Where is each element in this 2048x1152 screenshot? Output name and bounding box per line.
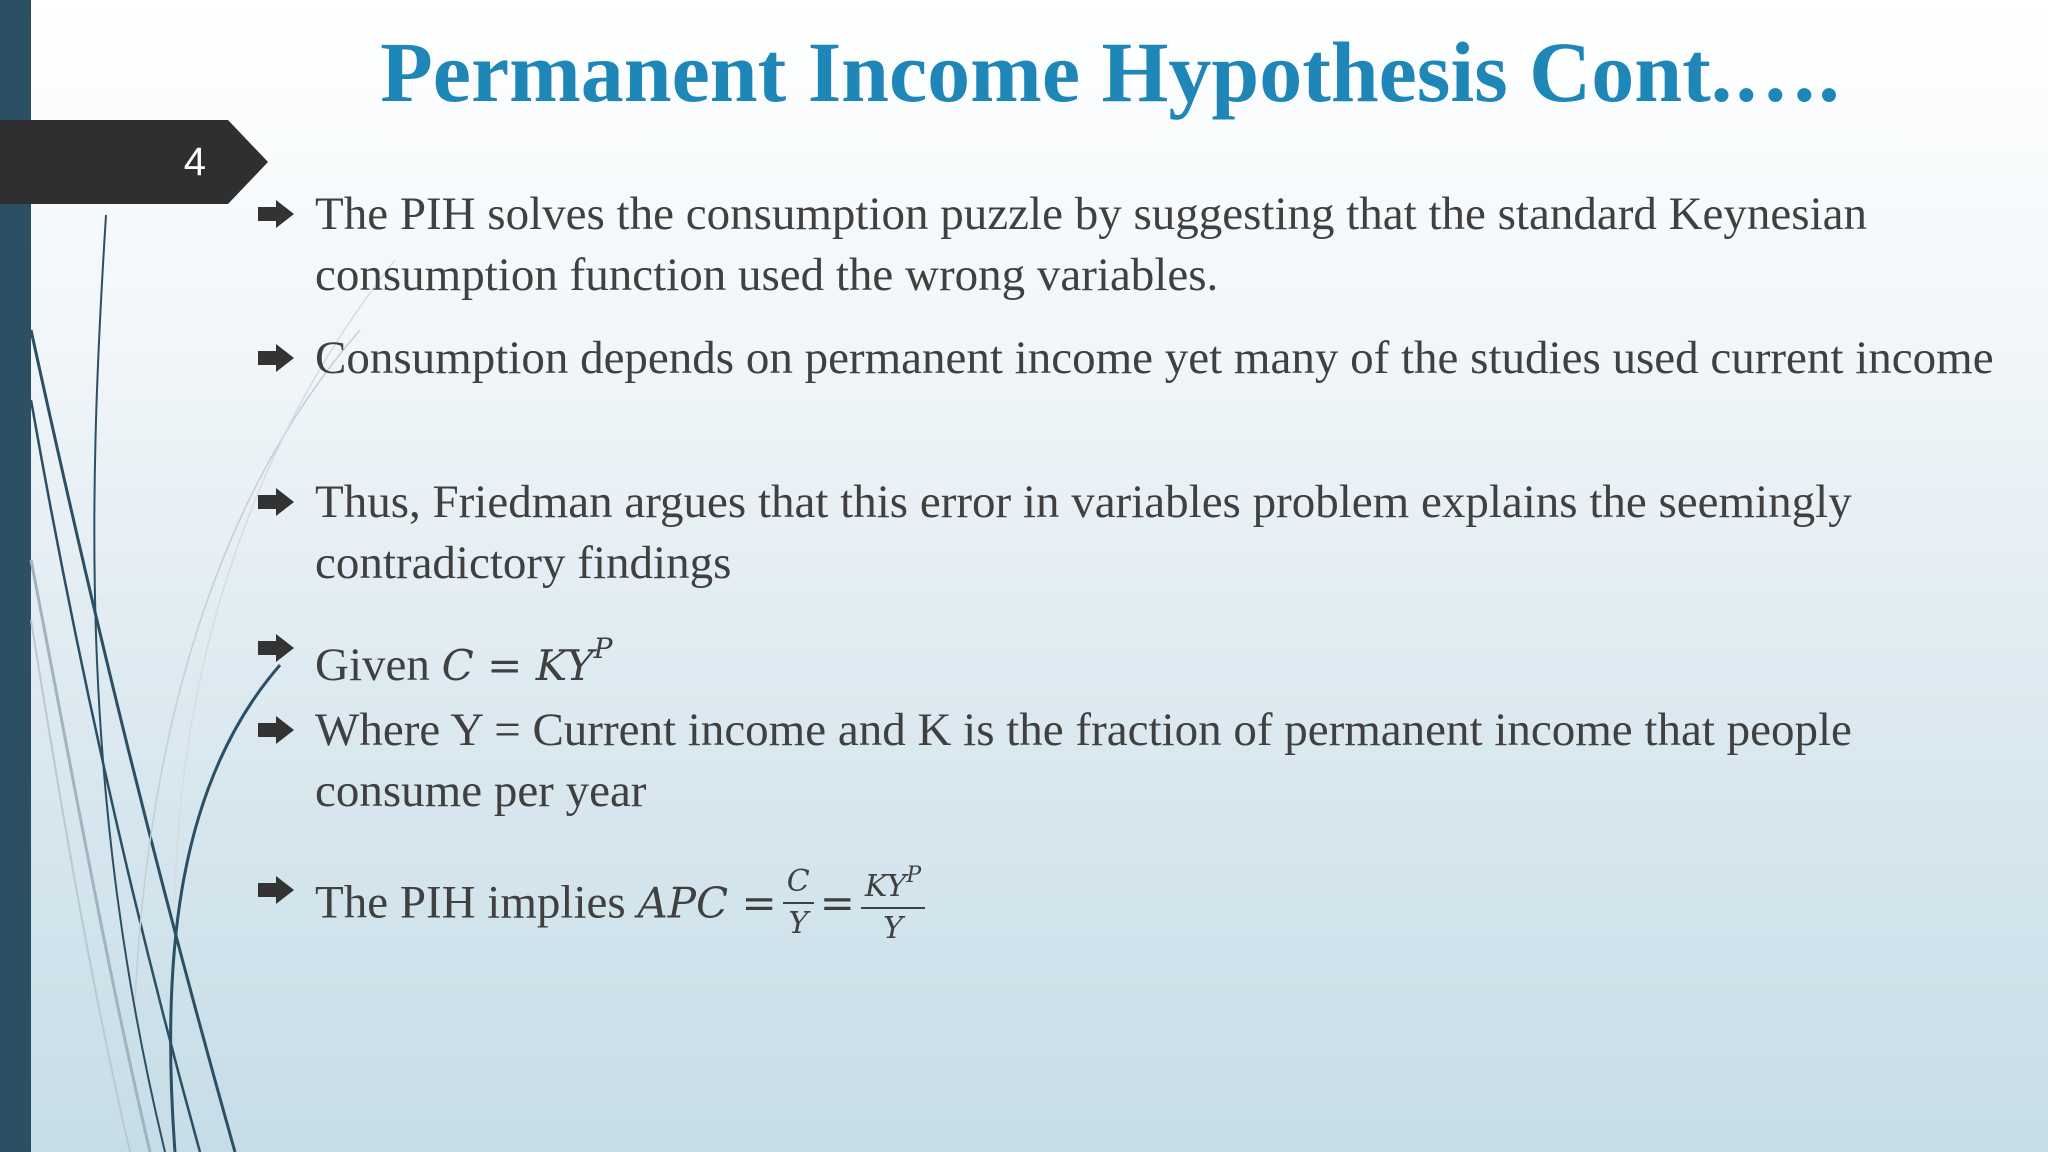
- bullet-text: Consumption depends on permanent income yet many of the studies used current income: [315, 332, 1994, 384]
- bullet-text: Thus, Friedman argues that this error in variables problem explains the seemingly contradictory findings: [315, 476, 1852, 589]
- slide-number: 4: [183, 140, 206, 184]
- bullet-text: Where Y = Current income and K is the fraction of permanent income that people consume per year: [315, 704, 1852, 817]
- bullet-text: The PIH solves the consumption puzzle by suggesting that the standard Keynesian consumption function used the wrong variables.: [315, 188, 1867, 301]
- bullet-text: The PIH implies: [315, 876, 638, 929]
- bullet-item: [258, 184, 2018, 306]
- right-arrow-bullet-icon: [258, 876, 294, 904]
- bullet-item: [258, 472, 2018, 594]
- bullet-text: Given: [315, 639, 442, 691]
- right-arrow-bullet-icon: [258, 634, 294, 662]
- right-arrow-bullet-icon: [258, 488, 294, 516]
- fraction-c-over-y: $\frac{C}{Y}$: [783, 862, 814, 944]
- fraction-kyp-over-y: $\frac{KY^P}{Y}$: [861, 856, 925, 949]
- formula-apc: APC =: [637, 878, 777, 928]
- right-arrow-bullet-icon: [258, 344, 294, 372]
- bullet-item: [258, 618, 2018, 696]
- right-arrow-bullet-icon: [258, 200, 294, 228]
- bullet-item: [258, 328, 2018, 389]
- bullet-item: The PIH implies APC = $\frac{C}{Y}$ = $\frac{KY^P}{Y}$: [258, 860, 2018, 953]
- right-arrow-bullet-icon: [258, 716, 294, 744]
- bullet-item: [258, 700, 2018, 822]
- formula-given: $C = KY^P$: [441, 632, 613, 690]
- slide-title: Permanent Income Hypothesis Cont.….: [380, 24, 1840, 120]
